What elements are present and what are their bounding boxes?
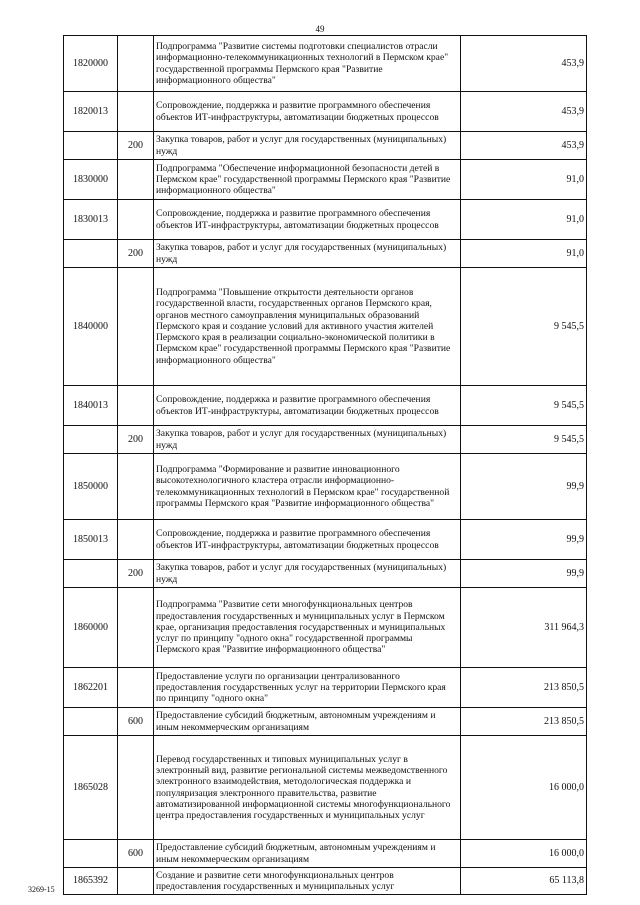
item-name: Подпрограмма "Повышение открытости деятельности органов государственной власти, государственных органов Пермского края, органов местного самоуправления муниципальных образований Пермского края и создание условий для активного участия жителей Пермского края в реализации социально-экономической политики в Пермском крае" государственной программы Пермского края "Развитие информационного общества" bbox=[154, 268, 461, 386]
item-name: Подпрограмма "Развитие сети многофункциональных центров предоставления государственных и муниципальных услуг в Пермском крае, организация предоставления государственных и муниципальных услуг по принципу "одного окна" государственной программы Пермского края "Развитие информационного общества" bbox=[154, 588, 461, 668]
item-name: Закупка товаров, работ и услуг для государственных (муниципальных) нужд bbox=[154, 560, 461, 588]
budget-table bbox=[63, 35, 587, 895]
target-article-code: 1865028 bbox=[64, 736, 118, 840]
expense-type-code bbox=[118, 588, 154, 668]
item-name: Перевод государственных и типовых муниципальных услуг в электронный вид, развитие региональной системы межведомственного электронного взаимодействия, методологическая поддержка и популяризация электронного правительства, развитие автоматизированной информационной системы многофункционального центра предоставления государственных и муниципальных услуг bbox=[154, 736, 461, 840]
expense-type-code: 600 bbox=[118, 840, 154, 868]
table-row bbox=[64, 268, 587, 386]
target-article-code: 1850013 bbox=[64, 520, 118, 560]
item-sum: 16 000,0 bbox=[461, 736, 587, 840]
item-sum: 91,0 bbox=[461, 200, 587, 240]
expense-type-code: 600 bbox=[118, 708, 154, 736]
table-row bbox=[64, 160, 587, 200]
expense-type-code: 200 bbox=[118, 426, 154, 454]
expense-type-code: 200 bbox=[118, 132, 154, 160]
target-article-code: 1820000 bbox=[64, 36, 118, 92]
target-article-code: 1865392 bbox=[64, 868, 118, 895]
item-name: Предоставление субсидий бюджетным, автономным учреждениям и иным некоммерческим организациям bbox=[154, 840, 461, 868]
expense-type-code bbox=[118, 520, 154, 560]
item-name: Сопровождение, поддержка и развитие программного обеспечения объектов ИТ-инфраструктуры, автоматизации бюджетных процессов bbox=[154, 520, 461, 560]
item-sum: 213 850,5 bbox=[461, 708, 587, 736]
item-name: Сопровождение, поддержка и развитие программного обеспечения объектов ИТ-инфраструктуры, автоматизации бюджетных процессов bbox=[154, 386, 461, 426]
expense-type-code bbox=[118, 200, 154, 240]
item-name: Закупка товаров, работ и услуг для государственных (муниципальных) нужд bbox=[154, 240, 461, 268]
item-sum: 65 113,8 bbox=[461, 868, 587, 895]
target-article-code: 1840013 bbox=[64, 386, 118, 426]
item-sum: 99,9 bbox=[461, 560, 587, 588]
expense-type-code: 200 bbox=[118, 240, 154, 268]
item-name: Подпрограмма "Обеспечение информационной безопасности детей в Пермском крае" государственной программы Пермского края "Развитие информационного общества" bbox=[154, 160, 461, 200]
table-row bbox=[64, 708, 587, 736]
item-sum: 9 545,5 bbox=[461, 268, 587, 386]
expense-type-code bbox=[118, 268, 154, 386]
target-article-code bbox=[64, 132, 118, 160]
expense-type-code bbox=[118, 36, 154, 92]
target-article-code: 1830013 bbox=[64, 200, 118, 240]
table-row bbox=[64, 520, 587, 560]
item-sum: 91,0 bbox=[461, 240, 587, 268]
target-article-code bbox=[64, 560, 118, 588]
item-sum: 311 964,3 bbox=[461, 588, 587, 668]
item-name: Закупка товаров, работ и услуг для государственных (муниципальных) нужд bbox=[154, 426, 461, 454]
target-article-code: 1860000 bbox=[64, 588, 118, 668]
table-row bbox=[64, 92, 587, 132]
item-sum: 213 850,5 bbox=[461, 668, 587, 708]
table-row bbox=[64, 840, 587, 868]
item-sum: 453,9 bbox=[461, 132, 587, 160]
expense-type-code bbox=[118, 868, 154, 895]
table-row bbox=[64, 200, 587, 240]
table-row bbox=[64, 36, 587, 92]
document-footer-code: 3269-15 bbox=[28, 885, 55, 894]
expense-type-code bbox=[118, 386, 154, 426]
item-sum: 99,9 bbox=[461, 454, 587, 520]
item-sum: 453,9 bbox=[461, 36, 587, 92]
target-article-code bbox=[64, 426, 118, 454]
item-name: Создание и развитие сети многофункциональных центров предоставления государственных и муниципальных услуг bbox=[154, 868, 461, 895]
expense-type-code bbox=[118, 454, 154, 520]
item-name: Сопровождение, поддержка и развитие программного обеспечения объектов ИТ-инфраструктуры, автоматизации бюджетных процессов bbox=[154, 92, 461, 132]
expense-type-code bbox=[118, 160, 154, 200]
target-article-code bbox=[64, 840, 118, 868]
expense-type-code bbox=[118, 668, 154, 708]
item-name: Закупка товаров, работ и услуг для государственных (муниципальных) нужд bbox=[154, 132, 461, 160]
target-article-code: 1862201 bbox=[64, 668, 118, 708]
table-row bbox=[64, 240, 587, 268]
item-name: Подпрограмма "Развитие системы подготовки специалистов отрасли информационно-телекоммуникационных технологий в Пермском крае" государственной программы Пермского края "Развитие информационного общества" bbox=[154, 36, 461, 92]
item-sum: 16 000,0 bbox=[461, 840, 587, 868]
expense-type-code bbox=[118, 736, 154, 840]
item-sum: 91,0 bbox=[461, 160, 587, 200]
table-row bbox=[64, 560, 587, 588]
page-number: 49 bbox=[315, 24, 325, 34]
target-article-code: 1830000 bbox=[64, 160, 118, 200]
target-article-code: 1850000 bbox=[64, 454, 118, 520]
table-row bbox=[64, 588, 587, 668]
item-name: Подпрограмма "Формирование и развитие инновационного высокотехнологичного кластера отрасли информационно-телекоммуникационных технологий в Пермском крае" государственной программы Пермского края "Развитие информационного общества" bbox=[154, 454, 461, 520]
target-article-code: 1840000 bbox=[64, 268, 118, 386]
target-article-code: 1820013 bbox=[64, 92, 118, 132]
item-name: Предоставление субсидий бюджетным, автономным учреждениям и иным некоммерческим организациям bbox=[154, 708, 461, 736]
item-sum: 9 545,5 bbox=[461, 386, 587, 426]
table-row bbox=[64, 426, 587, 454]
table-row bbox=[64, 132, 587, 160]
expense-type-code bbox=[118, 92, 154, 132]
item-sum: 453,9 bbox=[461, 92, 587, 132]
table-row bbox=[64, 668, 587, 708]
table-row bbox=[64, 868, 587, 895]
target-article-code bbox=[64, 240, 118, 268]
item-name: Сопровождение, поддержка и развитие программного обеспечения объектов ИТ-инфраструктуры, автоматизации бюджетных процессов bbox=[154, 200, 461, 240]
table-row bbox=[64, 736, 587, 840]
expense-type-code: 200 bbox=[118, 560, 154, 588]
item-sum: 99,9 bbox=[461, 520, 587, 560]
item-name: Предоставление услуги по организации централизованного предоставления государственных услуг на территории Пермского края по принципу "одного окна" bbox=[154, 668, 461, 708]
item-sum: 9 545,5 bbox=[461, 426, 587, 454]
table-row bbox=[64, 386, 587, 426]
target-article-code bbox=[64, 708, 118, 736]
table-row bbox=[64, 454, 587, 520]
